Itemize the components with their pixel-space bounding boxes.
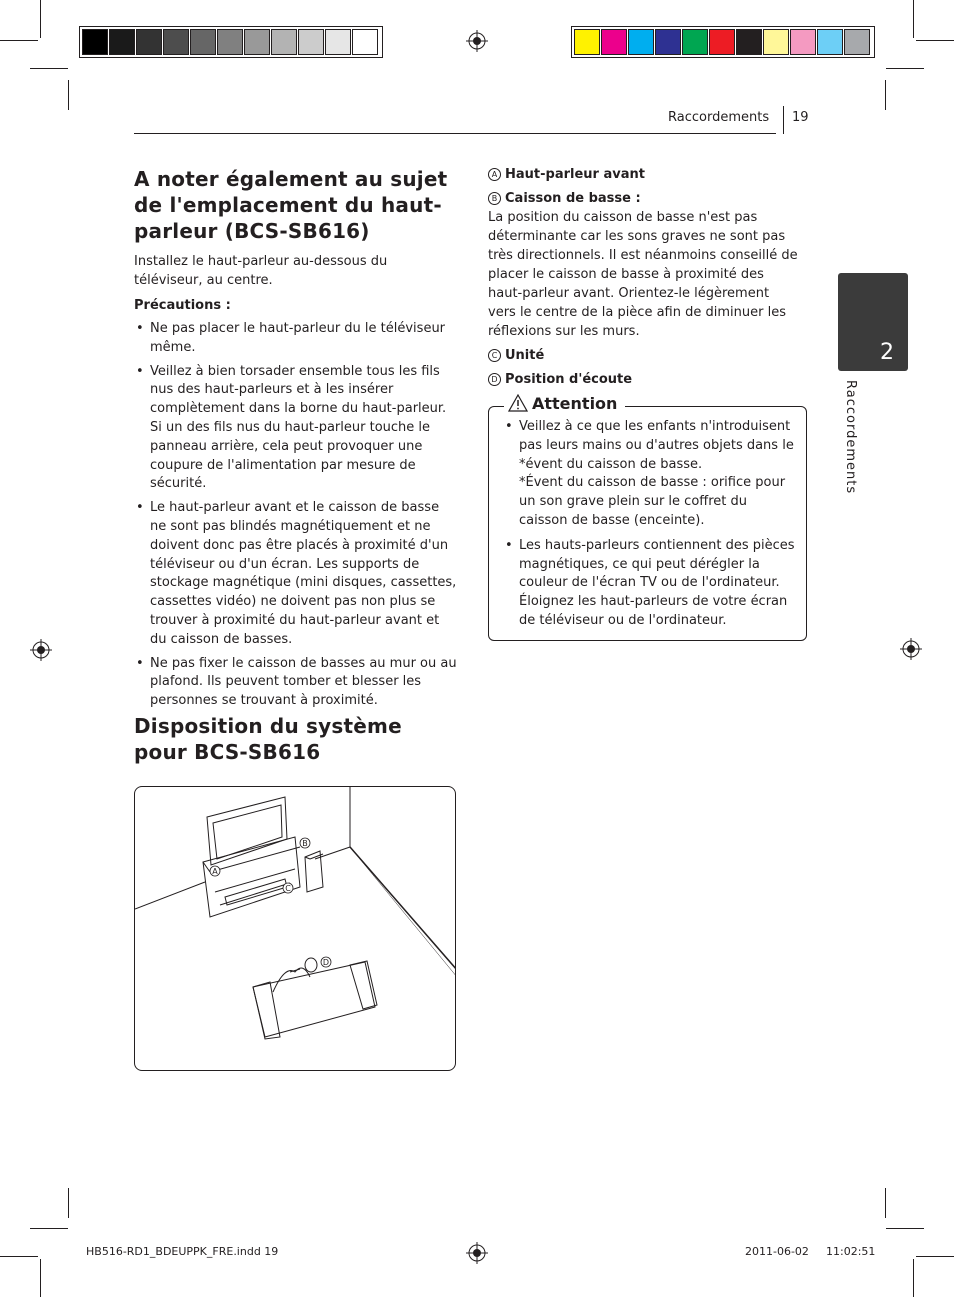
subwoofer-paragraph: La position du caisson de basse n'est pas déterminante car les sons graves ne sont pas très directionnels. Il est néanmoins conseillé de placer le caisson de basse à proximité des haut-parleur avant. Orientez-le légèrement vers le centre de la pièce afin de diminuer les réflexions sur les murs.: [488, 210, 798, 339]
placement-diagram: [134, 786, 456, 1071]
badge-a: A: [488, 168, 501, 181]
legend-label: Unité: [505, 348, 545, 363]
crop-mark: [68, 1188, 69, 1218]
legend-item-c: [488, 346, 798, 365]
registration-mark-icon: [466, 1242, 488, 1264]
chapter-number: 2: [880, 340, 894, 365]
marker-c: C: [285, 884, 291, 893]
list-item: • Les hauts-parleurs contiennent des pièces magnétiques, ce qui peut dérégler la couleur de l'écran TV ou de l'ordinateur. Éloignez les haut-parleurs de votre écran de téléviseur ou de l'ordinateur.: [503, 537, 795, 631]
color-bar-frame: [571, 26, 875, 58]
crop-mark: [30, 1228, 68, 1229]
footer-file: HB516-RD1_BDEUPPK_FRE.indd 19: [86, 1245, 279, 1258]
registration-mark-icon: [30, 639, 52, 661]
gray-bar-frame: [79, 26, 383, 58]
crop-mark: [886, 68, 924, 69]
crop-mark: [68, 80, 69, 110]
footer-time: 11:02:51: [826, 1245, 876, 1258]
header-divider: [783, 106, 784, 134]
list-item: • Veillez à bien torsader ensemble tous les fils nus des haut-parleurs et à les insérer complètement dans la borne du haut-parleur. Si un des fils nus du haut-parleur touche le panneau arrière, cela peut provoquer une coupure de l'alimentation par mesure de sécurité.: [134, 363, 459, 495]
crop-mark: [0, 1256, 38, 1257]
crop-mark: [913, 1259, 914, 1297]
crop-mark: [916, 1256, 954, 1257]
marker-a: A: [212, 867, 218, 876]
list-item: • Le haut-parleur avant et le caisson de basse ne sont pas blindés magnétiquement et ne doivent donc pas être placés à proximité d'un téléviseur ou d'un écran. Les supports de stockage magnétique (mini disques, cassettes, cassettes vidéo) ne doivent pas non plus se trouver à proximité du haut-parleur avant et du caisson de basses.: [134, 499, 459, 649]
registration-mark-icon: [900, 638, 922, 660]
badge-b: B: [488, 192, 501, 205]
legend-label: Position d'écoute: [505, 372, 633, 387]
crop-mark: [30, 68, 68, 69]
precautions-list: [134, 320, 459, 711]
legend-item-a: [488, 165, 798, 184]
right-column: [488, 165, 798, 389]
crop-mark: [40, 0, 41, 38]
crop-mark: [0, 40, 38, 41]
chapter-tab-label-wrapper: [843, 380, 858, 495]
attention-title: Attention: [532, 394, 618, 413]
attention-heading: [504, 392, 625, 416]
marker-d: D: [322, 958, 330, 967]
page-number: 19: [792, 110, 809, 125]
running-header-section: Raccordements: [668, 110, 770, 125]
chapter-tab: [838, 273, 908, 371]
chapter-tab-label: Raccordements: [843, 380, 858, 495]
badge-c: C: [488, 349, 501, 362]
section-heading-layout: Disposition du système pour BCS-SB616: [134, 714, 402, 764]
crop-mark: [916, 40, 954, 41]
badge-d: D: [488, 373, 501, 386]
crop-mark: [885, 1188, 886, 1218]
registration-mark-icon: [466, 30, 488, 52]
left-column: [134, 166, 459, 716]
crop-mark: [913, 0, 914, 38]
room-layout-illustration: [135, 787, 456, 1071]
legend-label: Caisson de basse :: [505, 191, 641, 206]
list-item: • Veillez à ce que les enfants n'introduisent pas leurs mains ou d'autres objets dans le *évent du caisson de basse. *Évent du caisson de basse : orifice pour un son grave plein sur le coffret du caisson de basse (enceinte).: [503, 418, 795, 531]
list-item: • Ne pas fixer le caisson de basses au mur ou au plafond. Ils peuvent tomber et blesser les personnes se trouvant à proximité.: [134, 655, 459, 711]
header-rule: [134, 133, 776, 134]
crop-mark: [40, 1259, 41, 1297]
list-item: • Ne pas placer le haut-parleur du le téléviseur même.: [134, 320, 459, 358]
crop-mark: [886, 1228, 924, 1229]
attention-content: [503, 418, 795, 636]
footer-date: 2011-06-02: [745, 1245, 809, 1258]
warning-icon: [508, 394, 528, 412]
section-heading: A noter également au sujet de l'emplacement du haut-parleur (BCS-SB616): [134, 167, 448, 243]
crop-mark: [885, 80, 886, 110]
attention-list: [503, 418, 795, 631]
legend-label: Haut-parleur avant: [505, 167, 645, 182]
legend-item-b: [488, 189, 798, 208]
legend-item-d: [488, 370, 798, 389]
marker-b: B: [302, 839, 308, 848]
intro-paragraph: Installez le haut-parleur au-dessous du téléviseur, au centre.: [134, 254, 388, 288]
precautions-label: Précautions :: [134, 298, 231, 313]
